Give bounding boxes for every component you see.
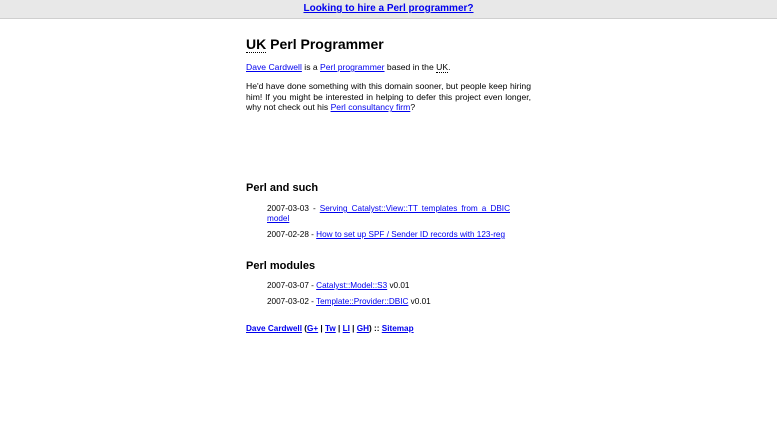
main-content: [246, 36, 531, 333]
uk-abbr: UK: [246, 36, 267, 52]
module-link-catalyst-model-s3[interactable]: Catalyst::Model::S3: [316, 281, 388, 290]
post-link-catalyst-view-tt[interactable]: Serving Catalyst::View::TT templates from a DBIC model: [267, 204, 510, 223]
footer-sep: |: [318, 324, 325, 333]
list-item: [267, 204, 510, 224]
module-date: 2007-03-07: [267, 281, 309, 290]
top-banner: [0, 0, 777, 19]
uk-abbr-intro: UK: [436, 62, 449, 72]
footer-dave-cardwell-link[interactable]: Dave Cardwell: [246, 324, 302, 333]
perl-consultancy-link[interactable]: Perl consultancy firm: [330, 102, 411, 113]
intro-text-3: .: [448, 62, 451, 72]
footer-divider: ::: [371, 324, 382, 333]
footer-github-link[interactable]: GH: [356, 324, 370, 333]
page-title: [246, 36, 531, 52]
footer-twitter-link[interactable]: Tw: [325, 324, 336, 333]
page-title-text: Perl Programmer: [266, 36, 384, 52]
post-separator: -: [308, 230, 317, 239]
module-separator: -: [308, 281, 317, 290]
dave-cardwell-link[interactable]: Dave Cardwell: [246, 62, 302, 72]
pitch-text-1: He'd have done something with this domain sooner, but people keep hiring him! If you might be interested in helping to defer this project even longer, why not check out his: [246, 81, 531, 113]
footer-gplus-link[interactable]: G+: [307, 324, 319, 333]
module-date: 2007-03-02: [267, 297, 309, 306]
footer: [246, 324, 531, 334]
post-separator: -: [308, 204, 320, 213]
footer-sep: |: [335, 324, 343, 333]
module-version: v0.01: [387, 281, 410, 290]
footer-paren-open: (: [301, 324, 307, 333]
footer-sep: |: [349, 324, 357, 333]
intro-text-1: is a: [301, 62, 321, 72]
footer-linkedin-link[interactable]: LI: [342, 324, 350, 333]
module-link-template-provider-dbic[interactable]: Template::Provider::DBIC: [316, 297, 409, 306]
pitch-text-2: ?: [410, 102, 416, 113]
list-item: [267, 297, 510, 307]
list-item: [267, 230, 510, 240]
perl-modules-heading: Perl modules: [246, 260, 316, 272]
post-date: 2007-02-28: [267, 230, 309, 239]
pitch-paragraph: [246, 81, 531, 113]
module-version: v0.01: [408, 297, 431, 306]
footer-sitemap-link[interactable]: Sitemap: [381, 324, 414, 333]
perl-programmer-link[interactable]: Perl programmer: [320, 62, 385, 72]
intro-text-2: based in the: [384, 62, 437, 72]
perl-and-such-list: [267, 204, 510, 246]
perl-and-such-heading: Perl and such: [246, 182, 319, 194]
intro-paragraph: [246, 62, 531, 73]
perl-modules-list: [267, 281, 510, 313]
post-date: 2007-03-03: [267, 204, 309, 213]
post-link-spf-sender-id[interactable]: How to set up SPF / Sender ID records with 123-reg: [316, 230, 506, 239]
list-item: [267, 281, 510, 291]
footer-paren-close: ): [369, 324, 372, 333]
module-separator: -: [308, 297, 317, 306]
hire-perl-programmer-link[interactable]: Looking to hire a Perl programmer?: [303, 3, 474, 14]
